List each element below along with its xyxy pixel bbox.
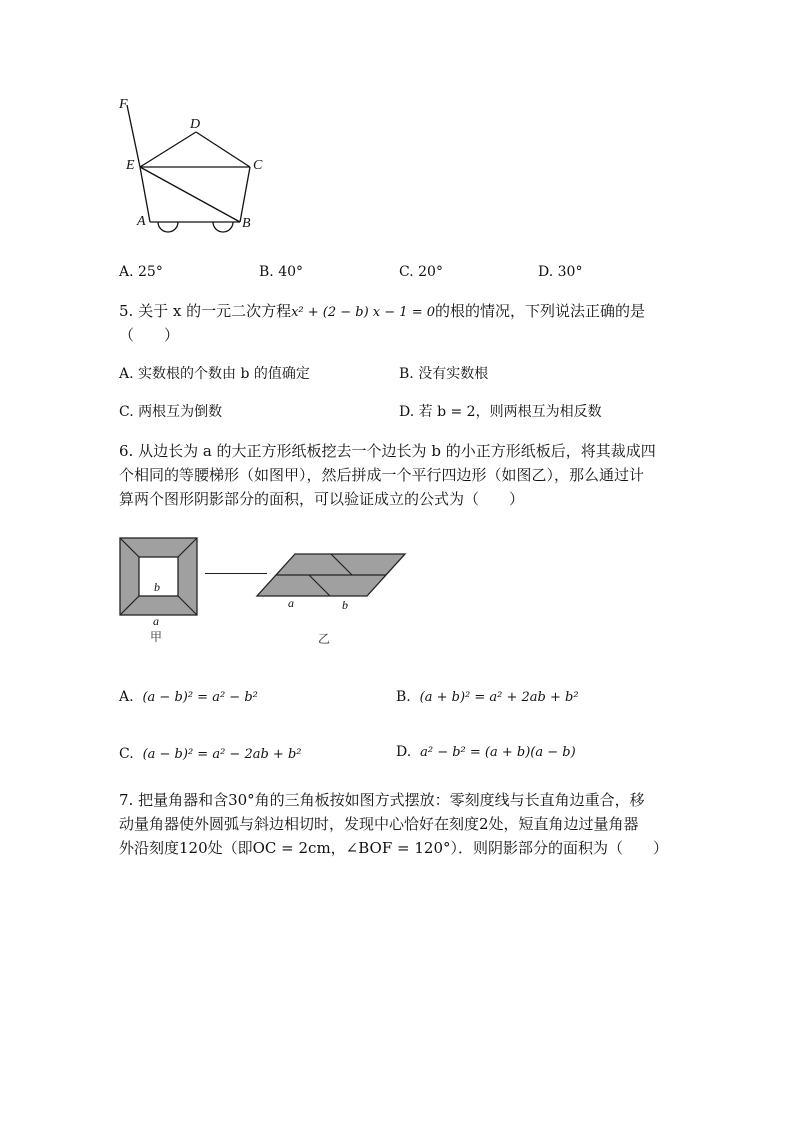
option-key: A. — [119, 366, 134, 382]
point-label-a: A — [137, 214, 146, 229]
option-text: 实数根的个数由 b 的值确定 — [138, 366, 310, 382]
figure-q4 — [110, 95, 280, 245]
q4-option-a[interactable] — [119, 262, 163, 282]
q7-stem-line3: 外沿刻度120处（即OC = 2cm，∠BOF = 120°）．则阴影部分的面积为（ ） — [119, 839, 668, 857]
option-formula: (a − b)² = a² − 2ab + b² — [142, 747, 302, 762]
q5-equation: x² + (2 − b) x − 1 = 0 — [291, 305, 435, 320]
jia-label-b: b — [154, 580, 160, 594]
q6-option-b[interactable] — [396, 687, 579, 708]
option-key: C. — [399, 264, 414, 280]
option-key: C. — [119, 746, 134, 762]
q5-stem-line2: （ ） — [119, 326, 180, 344]
option-text: 没有实数根 — [418, 366, 489, 382]
option-key: A. — [119, 689, 134, 705]
q4-option-d[interactable] — [538, 262, 582, 282]
q5-stem-tail: 的根的情况，下列说法正确的是 — [435, 302, 646, 320]
point-label-c: C — [253, 158, 263, 173]
q5-option-c[interactable] — [119, 402, 222, 422]
option-text: 20° — [418, 264, 443, 280]
q6-stem-line3: 算两个图形阴影部分的面积，可以验证成立的公式为（ ） — [119, 490, 525, 508]
point-label-f: F — [119, 97, 128, 112]
figure-yi — [255, 552, 410, 647]
jia-label-a: a — [153, 614, 159, 628]
option-formula: a² − b² = (a + b)(a − b) — [420, 745, 576, 760]
option-text: 两根互为倒数 — [138, 404, 223, 420]
option-key: B. — [396, 689, 411, 705]
yi-label-a: a — [288, 596, 294, 610]
option-text: 30° — [557, 264, 583, 280]
q5-option-b[interactable] — [399, 364, 488, 384]
q5-stem-text: 5. 关于 x 的一元二次方程 — [119, 302, 292, 320]
q5-stem-line1 — [119, 300, 645, 324]
yi-caption: 乙 — [318, 632, 331, 646]
q4-option-b[interactable] — [259, 262, 303, 282]
point-label-b: B — [242, 216, 251, 231]
option-formula: (a + b)² = a² + 2ab + b² — [419, 690, 579, 705]
q6-option-d[interactable] — [396, 742, 576, 763]
option-key: B. — [399, 366, 414, 382]
point-label-e: E — [126, 158, 135, 173]
figure-yi-drawing — [255, 552, 410, 602]
q5-option-d[interactable] — [399, 402, 602, 422]
q6-stem-line2: 个相同的等腰梯形（如图甲），然后拼成一个平行四边形（如图乙），那么通过计 — [119, 466, 645, 484]
option-text: 40° — [278, 264, 304, 280]
option-key: D. — [538, 264, 554, 280]
q7-stem-line2: 动量角器使外圆弧与斜边相切时，发现中心恰好在刻度2处，短直角边过量角器 — [119, 815, 639, 833]
option-key: D. — [399, 404, 415, 420]
q7-stem-line1: 7. 把量角器和含30°角的三角板按如图方式摆放：零刻度线与长直角边重合，移 — [119, 791, 645, 809]
yi-label-b: b — [342, 598, 348, 612]
q6-stem-line1: 6. 从边长为 a 的大正方形纸板挖去一个边长为 b 的小正方形纸板后，将其裁成四 — [119, 442, 656, 460]
jia-caption: 甲 — [150, 630, 163, 644]
option-key: C. — [119, 404, 134, 420]
option-key: B. — [259, 264, 274, 280]
option-formula: (a − b)² = a² − b² — [142, 690, 258, 705]
option-text: 若 b = 2，则两根互为相反数 — [418, 404, 602, 420]
option-key: D. — [396, 744, 412, 760]
q4-option-c[interactable] — [399, 262, 443, 282]
option-key: A. — [119, 264, 134, 280]
option-text: 25° — [138, 264, 163, 280]
q6-option-a[interactable] — [119, 687, 258, 708]
figure-jia — [118, 536, 208, 648]
figure-jia-drawing — [118, 536, 208, 626]
q5-option-a[interactable] — [119, 364, 310, 384]
q6-option-c[interactable] — [119, 744, 301, 765]
point-label-d: D — [190, 117, 201, 132]
